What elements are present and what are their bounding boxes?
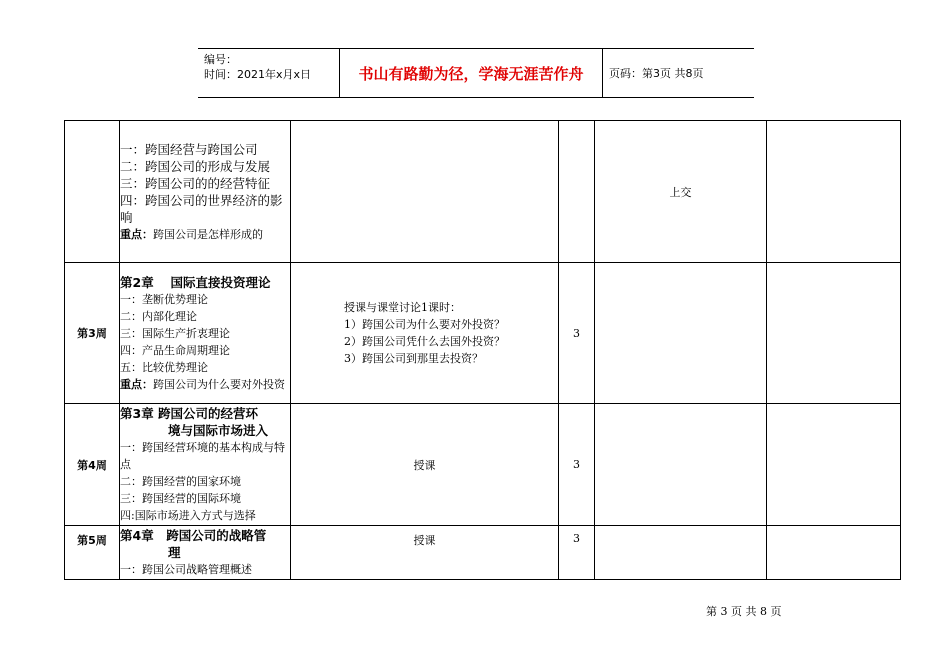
header-meta bbox=[198, 49, 340, 97]
hours-cell: 3 bbox=[559, 263, 595, 404]
content-line: 二：内部化理论 bbox=[120, 309, 197, 323]
table-row bbox=[65, 121, 901, 263]
key-point-label: 重点： bbox=[120, 377, 153, 391]
content-cell bbox=[120, 404, 291, 526]
chapter-title: 第4章 跨国公司的战略管 bbox=[120, 528, 267, 543]
page-header bbox=[198, 48, 754, 98]
content-line: 一：跨国经营环境的基本构成与特点 bbox=[120, 441, 285, 471]
content-line: 四：跨国公司的世界经济的影响 bbox=[120, 192, 283, 225]
week-cell: 第4周 bbox=[65, 404, 120, 526]
method-cell bbox=[291, 121, 559, 263]
col6-cell bbox=[767, 121, 901, 263]
method-line: 授课与课堂讨论1课时： bbox=[344, 301, 461, 314]
hours-cell: 3 bbox=[559, 404, 595, 526]
content-line: 一：跨国经营与跨国公司 bbox=[120, 141, 258, 157]
content-line: 一：垄断优势理论 bbox=[120, 292, 208, 306]
chapter-title-cont: 理 bbox=[168, 545, 181, 560]
col6-cell bbox=[767, 526, 901, 580]
motto: 书山有路勤为径，学海无涯苦作舟 bbox=[340, 49, 603, 97]
col5-cell bbox=[595, 404, 767, 526]
content-line: 二：跨国经营的国家环境 bbox=[120, 475, 241, 488]
week-cell: 第5周 bbox=[65, 526, 120, 580]
week-cell: 第3周 bbox=[65, 263, 120, 404]
chapter-title: 第2章 国际直接投资理论 bbox=[120, 274, 271, 290]
method-cell bbox=[291, 263, 559, 404]
key-point-label: 重点： bbox=[120, 227, 153, 241]
time-label: 时间：2021年x月x日 bbox=[204, 68, 312, 81]
hours-cell: 3 bbox=[559, 526, 595, 580]
method-line: 2）跨国公司凭什么去国外投资？ bbox=[344, 335, 505, 348]
content-line: 二：跨国公司的形成与发展 bbox=[120, 158, 271, 174]
method-cell: 授课 bbox=[291, 404, 559, 526]
key-point-text: 跨国公司为什么要对外投资 bbox=[153, 377, 285, 391]
content-line: 三：国际生产折衷理论 bbox=[120, 326, 230, 340]
col6-cell bbox=[767, 404, 901, 526]
content-line: 一：跨国公司战略管理概述 bbox=[120, 563, 252, 576]
method-cell: 授课 bbox=[291, 526, 559, 580]
chapter-title-cont: 境与国际市场进入 bbox=[168, 423, 269, 438]
chapter-title: 第3章 跨国公司的经营环 bbox=[120, 406, 259, 421]
table-row bbox=[65, 263, 901, 404]
content-cell bbox=[120, 263, 291, 404]
col6-cell bbox=[767, 263, 901, 404]
content-line: 三：跨国经营的国际环境 bbox=[120, 492, 241, 505]
number-label: 编号： bbox=[204, 53, 237, 66]
hours-cell bbox=[559, 121, 595, 263]
table-row bbox=[65, 404, 901, 526]
method-line: 1）跨国公司为什么要对外投资？ bbox=[344, 318, 505, 331]
page-footer: 第 3 页 共 8 页 bbox=[706, 605, 782, 618]
content-cell bbox=[120, 526, 291, 580]
schedule-table bbox=[64, 120, 901, 580]
col5-cell bbox=[595, 526, 767, 580]
col5-cell bbox=[595, 263, 767, 404]
table-row bbox=[65, 526, 901, 580]
content-cell bbox=[120, 121, 291, 263]
week-cell bbox=[65, 121, 120, 263]
page-info: 页码：第3页 共8页 bbox=[609, 67, 704, 80]
key-point-text: 跨国公司是怎样形成的 bbox=[153, 227, 263, 241]
method-line: 3）跨国公司到那里去投资？ bbox=[344, 352, 483, 365]
content-line: 五：比较优势理论 bbox=[120, 360, 208, 374]
content-line: 四：产品生命周期理论 bbox=[120, 343, 230, 357]
content-line: 三：跨国公司的的经营特征 bbox=[120, 175, 271, 191]
col5-cell: 上交 bbox=[595, 121, 767, 263]
content-line: 四:国际市场进入方式与选择 bbox=[120, 509, 256, 522]
